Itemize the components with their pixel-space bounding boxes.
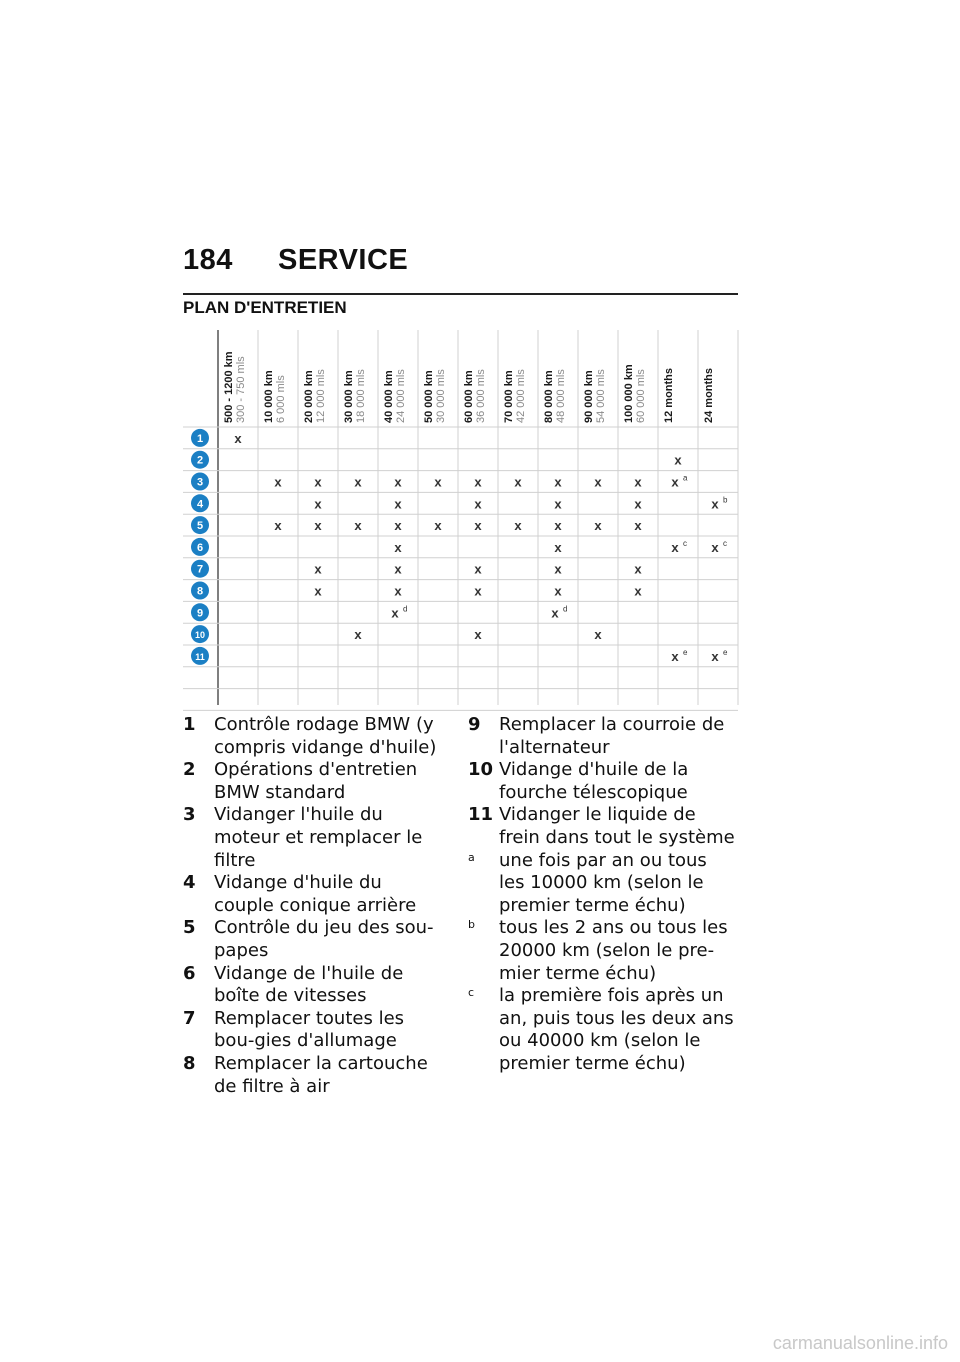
legend-item bbox=[468, 714, 736, 759]
schedule-mark: x bbox=[634, 496, 642, 512]
column-header-km: 12 months bbox=[663, 367, 675, 423]
legend-text: une fois par an ou tous les 10000 km (selon le premier terme échu) bbox=[499, 849, 707, 916]
schedule-mark: x bbox=[594, 474, 602, 490]
legend-item bbox=[183, 963, 441, 1008]
schedule-mark: x bbox=[474, 518, 482, 534]
schedule-mark: x bbox=[354, 627, 362, 643]
column-header-km: 10 000 km bbox=[263, 370, 275, 423]
legend-item bbox=[183, 714, 441, 759]
legend-number: 11 bbox=[468, 804, 494, 826]
legend-item bbox=[183, 804, 441, 872]
schedule-mark: x bbox=[274, 518, 282, 534]
schedule-mark: x bbox=[671, 648, 679, 664]
column-header-mls: 60 000 mls bbox=[635, 369, 647, 423]
column-header-mls: 48 000 mls bbox=[555, 369, 567, 423]
legend-text: Contrôle du jeu des sou-papes bbox=[214, 917, 434, 961]
column-header-mls: 12 000 mls bbox=[315, 369, 327, 423]
legend-text: Remplacer la courroie de l'alternateur bbox=[499, 714, 725, 758]
schedule-mark: x bbox=[394, 518, 402, 534]
schedule-mark: x bbox=[594, 518, 602, 534]
schedule-mark: x bbox=[234, 430, 242, 446]
schedule-mark: x bbox=[354, 474, 362, 490]
schedule-mark-footnote: c bbox=[683, 538, 687, 548]
legend-text: Vidange d'huile de la fourche télescopique bbox=[499, 759, 689, 803]
schedule-mark: x bbox=[474, 627, 482, 643]
schedule-mark: x bbox=[594, 627, 602, 643]
schedule-mark: x bbox=[554, 539, 562, 555]
schedule-mark-footnote: d bbox=[403, 604, 408, 614]
column-header-km: 70 000 km bbox=[503, 370, 515, 423]
row-number: 6 bbox=[196, 541, 204, 554]
schedule-mark: x bbox=[474, 474, 482, 490]
row-number: 11 bbox=[195, 651, 205, 662]
legend-number: 8 bbox=[183, 1052, 196, 1074]
schedule-mark: x bbox=[314, 496, 322, 512]
legend-number: 9 bbox=[468, 714, 481, 735]
schedule-mark: x bbox=[671, 539, 679, 555]
legend-item bbox=[468, 850, 736, 918]
legend-item bbox=[183, 917, 441, 962]
column-header-mls: 18 000 mls bbox=[355, 369, 367, 423]
schedule-mark: x bbox=[354, 518, 362, 534]
legend-item bbox=[468, 759, 736, 804]
schedule-mark: x bbox=[474, 583, 482, 599]
schedule-mark-footnote: b bbox=[723, 495, 728, 505]
schedule-mark: x bbox=[394, 496, 402, 512]
legend-right bbox=[468, 714, 736, 1076]
column-header-km: 20 000 km bbox=[303, 370, 315, 423]
legend-item bbox=[183, 872, 441, 917]
column-header-km: 24 months bbox=[703, 367, 715, 423]
column-header-km: 40 000 km bbox=[383, 370, 395, 423]
legend-number: 6 bbox=[183, 962, 196, 984]
column-header-mls: 300 - 750 mls bbox=[235, 356, 247, 423]
column-header-km: 80 000 km bbox=[543, 370, 555, 423]
legend-text: Vidange de l'huile de boîte de vitesses bbox=[214, 962, 404, 1007]
schedule-mark-footnote: c bbox=[723, 538, 727, 548]
schedule-mark: x bbox=[711, 496, 719, 512]
row-number: 8 bbox=[196, 585, 204, 598]
row-number: 5 bbox=[196, 520, 204, 533]
legend-text: la première fois après un an, puis tous les deux ans ou 40000 km (selon le premier terme échu) bbox=[499, 985, 734, 1074]
schedule-mark: x bbox=[314, 561, 322, 577]
column-header-mls: 6 000 mls bbox=[275, 375, 287, 423]
legend-number: 5 bbox=[183, 917, 196, 939]
legend-item bbox=[183, 1053, 441, 1098]
legend-number: 7 bbox=[183, 1007, 196, 1029]
row-number: 3 bbox=[196, 476, 204, 489]
schedule-mark: x bbox=[551, 605, 559, 621]
schedule-mark: x bbox=[711, 539, 719, 555]
column-header-km: 30 000 km bbox=[343, 370, 355, 423]
row-number: 7 bbox=[196, 563, 204, 576]
legend-number: 1 bbox=[183, 714, 196, 735]
schedule-mark: x bbox=[514, 474, 522, 490]
row-number: 2 bbox=[196, 454, 204, 467]
watermark: carmanualsonline.info bbox=[772, 1333, 948, 1353]
schedule-mark-footnote: e bbox=[723, 647, 728, 657]
schedule-mark: x bbox=[394, 474, 402, 490]
section-title: SERVICE bbox=[277, 244, 409, 276]
schedule-mark: x bbox=[314, 474, 322, 490]
column-header-mls: 42 000 mls bbox=[515, 369, 527, 423]
page-number: 184 bbox=[183, 244, 233, 276]
schedule-mark: x bbox=[634, 561, 642, 577]
schedule-mark-footnote: d bbox=[563, 604, 568, 614]
schedule-mark: x bbox=[394, 561, 402, 577]
schedule-mark: x bbox=[634, 583, 642, 599]
legend-number: b bbox=[468, 918, 475, 932]
legend-number: 10 bbox=[468, 759, 494, 781]
legend-number: 4 bbox=[183, 872, 196, 894]
legend-item bbox=[468, 985, 736, 1075]
legend-text: Opérations d'entretien BMW standard bbox=[214, 759, 418, 803]
legend-text: Remplacer toutes les bou-gies d'allumage bbox=[214, 1007, 405, 1052]
schedule-mark: x bbox=[314, 518, 322, 534]
legend-text: Contrôle rodage BMW (y compris vidange d'huile) bbox=[214, 714, 437, 758]
row-number: 10 bbox=[194, 630, 206, 641]
legend-number: a bbox=[468, 850, 475, 864]
schedule-mark: x bbox=[554, 474, 562, 490]
legend-item bbox=[468, 804, 736, 849]
legend-text: Vidange d'huile du couple conique arrière bbox=[214, 872, 417, 916]
schedule-mark: x bbox=[274, 474, 282, 490]
schedule-mark: x bbox=[434, 474, 442, 490]
column-header-km: 50 000 km bbox=[423, 370, 435, 423]
column-header-mls: 36 000 mls bbox=[475, 369, 487, 423]
schedule-mark: x bbox=[554, 561, 562, 577]
legend-item bbox=[183, 1008, 441, 1053]
schedule-mark: x bbox=[314, 583, 322, 599]
schedule-mark: x bbox=[674, 452, 682, 468]
schedule-mark: x bbox=[634, 474, 642, 490]
schedule-mark: x bbox=[554, 496, 562, 512]
column-header-km: 90 000 km bbox=[583, 370, 595, 423]
schedule-mark: x bbox=[474, 496, 482, 512]
legend-item bbox=[183, 759, 441, 804]
column-header-km: 500 - 1200 km bbox=[223, 351, 235, 423]
schedule-mark: x bbox=[394, 583, 402, 599]
page-subtitle: PLAN D'ENTRETIEN bbox=[183, 298, 347, 317]
legend-text: Vidanger l'huile du moteur et remplacer le filtre bbox=[214, 804, 423, 871]
legend-text: tous les 2 ans ou tous les 20000 km (selon le pre-mier terme échu) bbox=[499, 917, 728, 984]
schedule-mark-footnote: a bbox=[683, 473, 688, 483]
legend-text: Vidanger le liquide de frein dans tout le système bbox=[499, 804, 735, 848]
schedule-mark: x bbox=[554, 518, 562, 534]
schedule-mark: x bbox=[671, 474, 679, 490]
column-header-mls: 30 000 mls bbox=[435, 369, 447, 423]
legend-text: Remplacer la cartouche de filtre à air bbox=[214, 1052, 428, 1097]
schedule-mark: x bbox=[474, 561, 482, 577]
legend-number: 3 bbox=[183, 804, 196, 826]
legend-left bbox=[183, 714, 441, 1098]
legend-item bbox=[468, 917, 736, 985]
row-number: 9 bbox=[196, 607, 204, 620]
schedule-mark: x bbox=[434, 518, 442, 534]
row-number: 1 bbox=[196, 432, 204, 445]
column-header-mls: 54 000 mls bbox=[595, 369, 607, 423]
column-header-km: 100 000 km bbox=[623, 364, 635, 423]
column-header-km: 60 000 km bbox=[463, 370, 475, 423]
schedule-mark-footnote: e bbox=[683, 647, 688, 657]
legend-number: c bbox=[468, 986, 475, 1000]
schedule-mark: x bbox=[634, 518, 642, 534]
schedule-mark: x bbox=[711, 648, 719, 664]
schedule-mark: x bbox=[554, 583, 562, 599]
schedule-mark: x bbox=[394, 539, 402, 555]
column-header-mls: 24 000 mls bbox=[395, 369, 407, 423]
legend-number: 2 bbox=[183, 759, 196, 781]
row-number: 4 bbox=[196, 498, 204, 511]
schedule-mark: x bbox=[514, 518, 522, 534]
schedule-mark: x bbox=[391, 605, 399, 621]
